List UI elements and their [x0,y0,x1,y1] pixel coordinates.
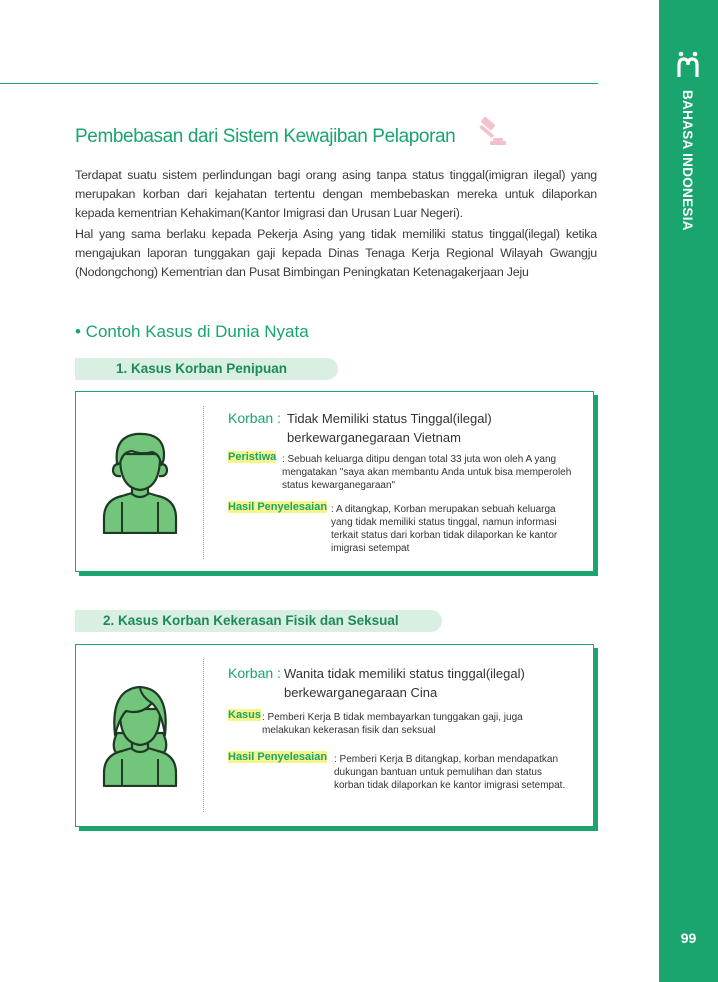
victim-row [228,410,578,445]
victim-status: Tidak Memiliki status Tinggal(ilegal) [287,411,492,426]
event-text: : Pemberi Kerja B tidak membayarkan tunggakan gaji, juga melakukan kekerasan fisik dan seksual [262,712,523,736]
result-row [228,501,578,554]
result-row [228,751,578,791]
female-avatar-icon [102,683,178,787]
gavel-icon [472,113,508,149]
event-label: Peristiwa [228,451,277,463]
page-title: Pembebasan dari Sistem Kewajiban Pelaporan [75,126,456,147]
result-text: : Pemberi Kerja B ditangkap, korban mendapatkan dukungan bantuan untuk pemulihan dan status korban tidak dilaporkan ke kantor imigrasi setempat. [334,754,566,791]
event-label: Kasus [228,709,262,721]
victim-label: Korban : [228,665,281,681]
case-title: 1. Kasus Korban Penipuan [75,358,338,380]
page-number: 99 [680,930,697,946]
event-row [228,451,578,491]
case-card [75,644,594,827]
case-title: 2. Kasus Korban Kekerasan Fisik dan Seksual [75,610,442,632]
logo-icon [676,51,700,77]
dotted-divider [203,659,204,812]
victim-nationality: berkewarganegaraan Vietnam [287,430,461,445]
victim-row [228,665,578,700]
victim-label: Korban : [228,410,281,426]
victim-nationality: berkewarganegaraan Cina [284,685,438,700]
language-label: BAHASA INDONESIA [680,90,695,231]
dotted-divider [203,406,204,559]
event-row [228,709,578,736]
result-text: : A ditangkap, Korban merupakan sebuah keluarga yang tidak memiliki status tinggal, namun informasi terkait status dari korban tidak dilaporkan ke kantor imigrasi setempat [331,504,558,554]
examples-heading: • Contoh Kasus di Dunia Nyata [75,322,309,341]
case-card [75,391,594,572]
victim-status: Wanita tidak memiliki status tinggal(ilegal) [284,666,525,681]
note-paragraph: Hal yang sama berlaku kepada Pekerja Asing yang tidak memiliki status tinggal(ilegal) ketika mengajukan laporan tunggakan gaji kepada Dinas Tenaga Kerja Regional Wilayah Gwangju (Nodongchong) Kementrian dan Pusat Bimbingan Peningkatan Ketenagakerjaan Jeju [75,227,597,280]
top-rule [0,83,598,84]
result-label: Hasil Penyelesaian [228,751,328,763]
intro-paragraph: Terdapat suatu sistem perlindungan bagi orang asing tanpa status tinggal(imigran ilegal) yang merupakan korban dari kejahatan tertentu dengan membebaskan mereka untuk dilaporkan kepada kementrian Kehakiman(Kantor Imigrasi dan Urusan Luar Negeri). [75,168,597,221]
result-label: Hasil Penyelesaian [228,501,328,513]
event-text: : Sebuah keluarga ditipu dengan total 33 juta won oleh A yang mengatakan "saya akan membantu Anda untuk bisa memperoleh status kewarganegaraan" [282,454,572,491]
male-avatar-icon [102,430,178,534]
